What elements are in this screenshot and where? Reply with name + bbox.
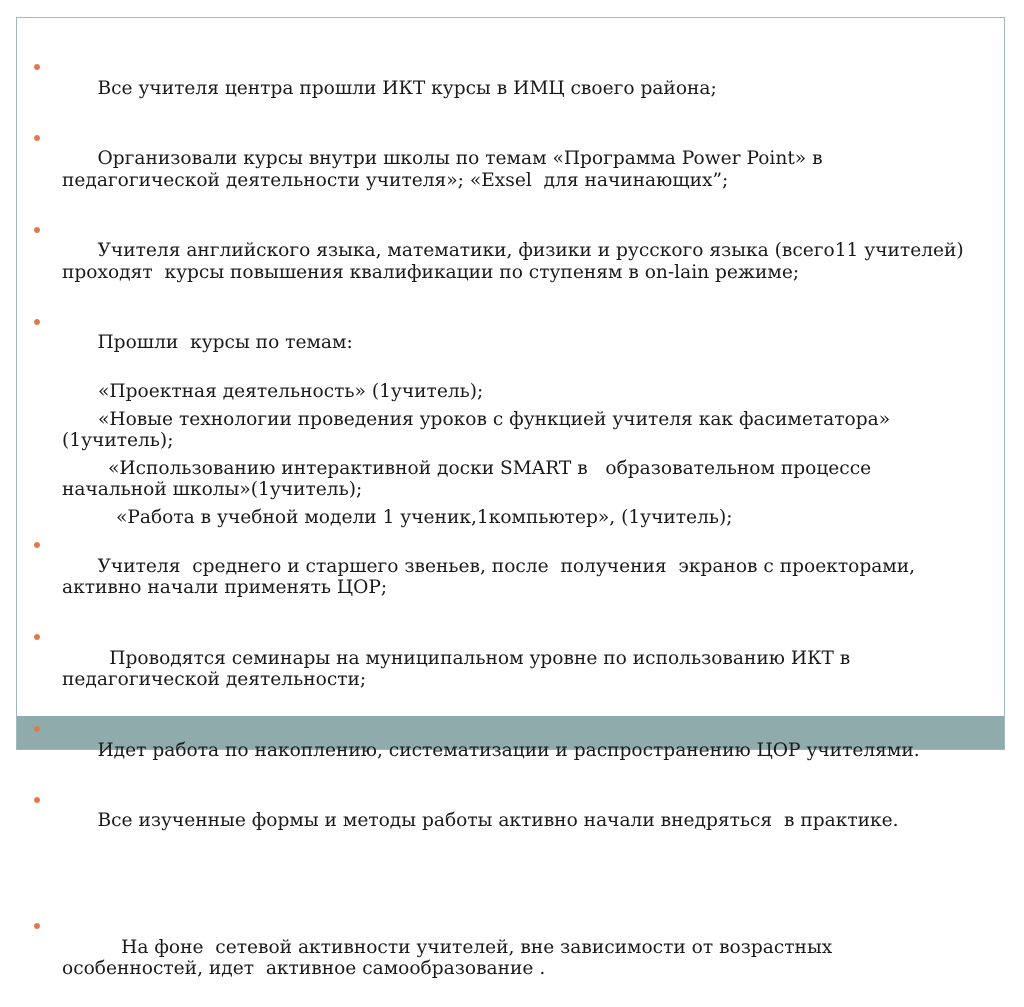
sub-item-text: «Работа в учебной модели 1 ученик,1компьютер», (1учитель);: [116, 506, 733, 528]
bullet-item: [34, 718, 974, 783]
bullet-dot-icon: [34, 227, 40, 233]
bullet-item: [34, 311, 974, 376]
bullet-text: Учителя среднего и старшего звеньев, после получения экранов с проекторами, активно начали применять ЦОР;: [62, 555, 921, 598]
sub-item-text: «Новые технологии проведения уроков с функцией учителя как фасиметатора» (1учитель);: [62, 408, 896, 451]
bullet-text: Все изученные формы и методы работы активно начали внедряться в практике.: [97, 810, 899, 831]
bullet-text: На фоне сетевой активности учителей, вне зависимости от возрастных особенностей, идет активное самообразование .: [62, 936, 839, 979]
bullet-dot-icon: [34, 319, 40, 325]
bullet-item: [34, 626, 974, 712]
bullet-item: [34, 219, 974, 305]
sub-item: [34, 409, 974, 452]
bullet-item: [34, 127, 974, 213]
bullet-dot-icon: [34, 797, 40, 803]
bullet-dot-icon: [34, 923, 40, 929]
bullet-text: Учителя английского языка, математики, физики и русского языка (всего11 учителей) проходят курсы повышения квалификации по ступеням в on-lain режиме;: [62, 240, 970, 283]
bullet-item-final: [34, 915, 974, 1001]
slide-content: [34, 56, 974, 1007]
bullet-text: Организовали курсы внутри школы по темам «Программа Power Point» в педагогической деятельности учителя»; «Exsel для начинающих”;: [62, 148, 829, 191]
bullet-dot-icon: [34, 542, 40, 548]
bullet-text: Идет работа по накоплению, систематизации и распространению ЦОР учителями.: [97, 739, 920, 761]
bullet-text: Все учителя центра прошли ИКТ курсы в ИМЦ своего района;: [97, 77, 717, 99]
sub-item: [34, 507, 974, 529]
bullet-text: Проводятся семинары на муниципальном уровне по использованию ИКТ в педагогической деятельности;: [62, 647, 857, 690]
sub-item: [34, 458, 974, 501]
spacer: [34, 859, 974, 915]
sub-item-text: «Использованию интерактивной доски SMART в образовательном процессе начальной школы»(1учитель);: [62, 457, 878, 500]
sub-item-text: «Проектная деятельность» (1учитель);: [98, 381, 484, 402]
bullet-text: Прошли курсы по темам:: [97, 332, 353, 353]
bullet-dot-icon: [34, 135, 40, 141]
bullet-dot-icon: [34, 726, 40, 732]
bullet-item: [34, 56, 974, 121]
bullet-item: [34, 534, 974, 620]
bullet-dot-icon: [34, 634, 40, 640]
sub-item: [34, 381, 974, 403]
bullet-item: [34, 789, 974, 854]
bullet-dot-icon: [34, 64, 40, 70]
